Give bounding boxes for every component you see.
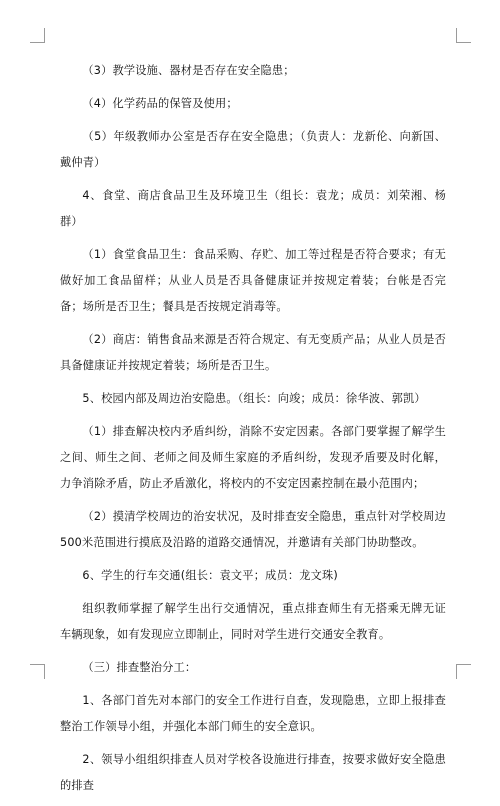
paragraph-6: （2）商店：销售食品来源是否符合规定、有无变质产品；从业人员是否具备健康证并按规定着装；场所是否卫生。 [60,333,446,372]
section-heading-5: 5、校园内部及周边治安隐患。（组长：向竣；成员：徐华波、郭凯） [82,392,426,405]
section-heading-4: 4、食堂、商店食品卫生及环境卫生（组长：袁龙；成员：刘荣湘、杨群） [60,189,446,228]
document-body [60,58,446,806]
section-heading-6: 6、学生的行车交通(组长：袁文平；成员：龙文珠) [82,569,338,582]
paragraph-1: （3）教学设施、器材是否存在安全隐患； [82,64,295,77]
paragraph-9: （2）摸清学校周边的治安状况，及时排查安全隐患，重点针对学校周边500米范围进行摸底及沿路的道路交通情况，并邀请有关部门协助整改。 [60,510,446,549]
paragraph-14: 2、领导小组组织排查人员对学校各设施进行排查，按要求做好安全隐患的排查 [60,753,446,792]
paragraph-13: 1、各部门首先对本部门的安全工作进行自查，发现隐患，立即上报排查整治工作领导小组，并强化本部门师生的安全意识。 [60,694,446,733]
crop-mark-top-right [456,28,471,43]
crop-mark-bottom-left [30,664,45,679]
paragraph-2: （4）化学药品的保管及使用； [82,97,238,110]
crop-mark-top-left [30,28,45,43]
crop-mark-bottom-right [456,664,471,679]
paragraph-8: （1）排查解决校内矛盾纠纷，消除不安定因素。各部门要掌握了解学生之间、师生之间、老师之间及师生家庭的矛盾纠纷，发现矛盾要及时化解，力争消除矛盾，防止矛盾激化，将校内的不安定因素控制在最小范围内； [60,425,446,490]
section-heading-3: （三）排查整治分工： [82,661,197,674]
paragraph-3: （5）年级教师办公室是否存在安全隐患；（负责人：龙新伦、向新国、戴仲青） [60,130,446,169]
paragraph-11: 组织教师掌握了解学生出行交通情况，重点排查师生有无搭乘无牌无证车辆现象，如有发现应立即制止，同时对学生进行交通安全教育。 [60,602,446,641]
paragraph-5: （1）食堂食品卫生：食品采购、存贮、加工等过程是否符合要求；有无做好加工食品留样；从业人员是否具备健康证并按规定着装；台帐是否完备；场所是否卫生；餐具是否按规定消毒等。 [60,248,446,313]
